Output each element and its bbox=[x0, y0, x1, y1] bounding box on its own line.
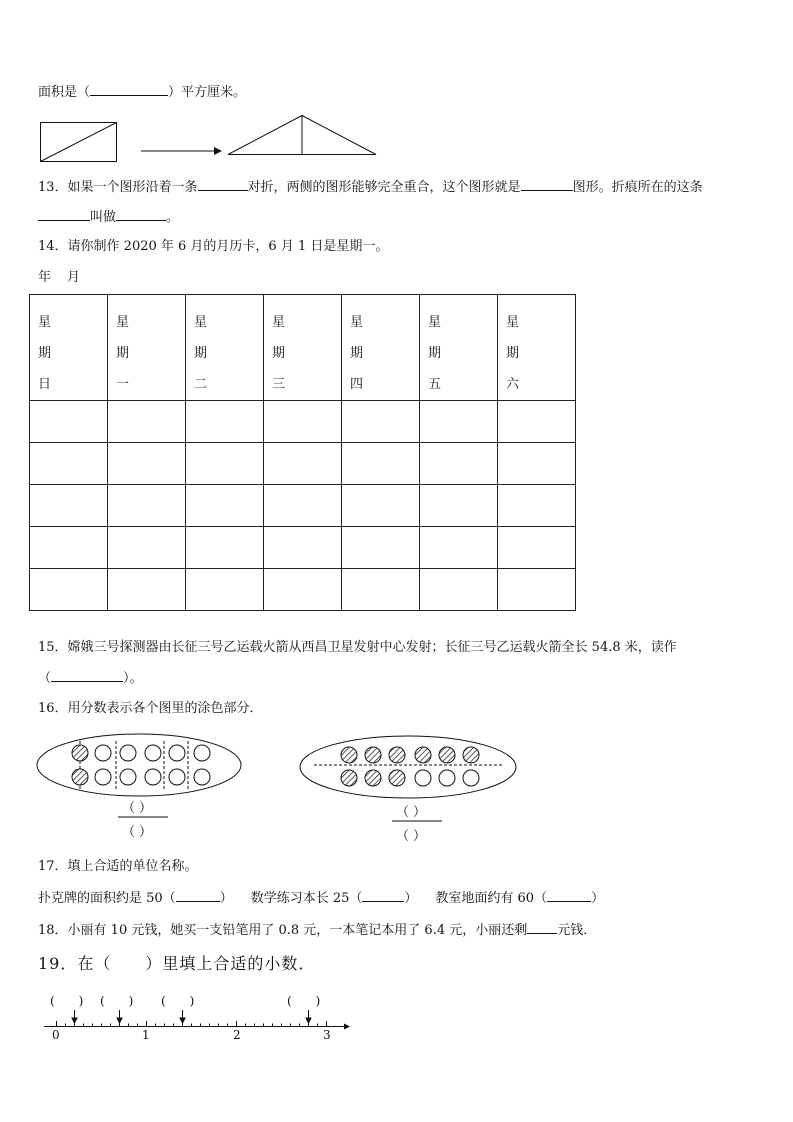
calendar-cell[interactable] bbox=[420, 401, 498, 443]
q13-line1 bbox=[38, 177, 703, 197]
calendar-cell[interactable] bbox=[186, 401, 264, 443]
empty-circle bbox=[120, 745, 136, 761]
paren-close: ） bbox=[404, 891, 418, 906]
q18-answer-blank[interactable] bbox=[527, 920, 557, 934]
calendar-cell[interactable] bbox=[30, 527, 108, 569]
paren-close: ） bbox=[139, 801, 153, 816]
calendar-cell[interactable] bbox=[420, 569, 498, 611]
empty-circle bbox=[194, 769, 210, 785]
header-char: 一 bbox=[116, 377, 130, 392]
paren-close: ） bbox=[413, 829, 427, 844]
paren-open: （ bbox=[396, 829, 410, 844]
tick-label-0: 0 bbox=[52, 1028, 60, 1042]
calendar-cell[interactable] bbox=[108, 527, 186, 569]
header-char: 五 bbox=[428, 377, 442, 392]
calendar-cell[interactable] bbox=[264, 569, 342, 611]
q13-blank2[interactable] bbox=[521, 177, 573, 191]
paren-close: ） bbox=[591, 891, 605, 906]
header-char: 二 bbox=[194, 377, 208, 392]
right-numerator[interactable] bbox=[396, 801, 426, 820]
q17-item2: 数学练习本长 25（ bbox=[250, 891, 363, 906]
q13-blank4[interactable] bbox=[116, 207, 166, 221]
header-char: 期 bbox=[38, 346, 52, 361]
q17-blank1[interactable] bbox=[176, 888, 220, 902]
q15-answer-blank[interactable] bbox=[51, 668, 123, 682]
q12-answer-blank[interactable] bbox=[90, 82, 168, 96]
calendar-cell[interactable] bbox=[108, 401, 186, 443]
q13-part3: 图形。折痕所在的这条 bbox=[572, 180, 703, 195]
calendar-cell[interactable] bbox=[420, 443, 498, 485]
paren-close: ） bbox=[413, 805, 427, 820]
q12-text-after: ）平方厘米。 bbox=[168, 85, 247, 100]
q19-paren-1[interactable]: ( ) bbox=[50, 994, 84, 1008]
shaded-circle bbox=[365, 747, 381, 763]
calendar-cell[interactable] bbox=[498, 485, 576, 527]
shaded-circle bbox=[415, 747, 431, 763]
calendar-cell[interactable] bbox=[498, 443, 576, 485]
q19-text: 19．在（ ）里填上合适的小数． bbox=[38, 954, 316, 973]
empty-circle bbox=[145, 745, 161, 761]
q19-paren-2[interactable]: ( ) bbox=[100, 994, 134, 1008]
down-arrow-icon bbox=[180, 1018, 185, 1023]
arrow-right-icon bbox=[214, 147, 222, 155]
right-ellipse bbox=[300, 736, 516, 798]
empty-circle bbox=[95, 745, 111, 761]
shaded-circle bbox=[72, 745, 88, 761]
header-char: 星 bbox=[506, 315, 520, 330]
down-arrow-icon bbox=[72, 1018, 77, 1023]
header-sunday bbox=[30, 295, 108, 401]
q18-line bbox=[38, 920, 596, 940]
q13-part2: 对折，两侧的图形能够完全重合，这个图形就是 bbox=[247, 180, 521, 195]
q16-text: 16．用分数表示各个图里的涂色部分． bbox=[38, 701, 263, 716]
header-char: 六 bbox=[506, 377, 520, 392]
q18-after: 元钱． bbox=[557, 923, 597, 938]
shaded-circle bbox=[72, 769, 88, 785]
shaded-circle bbox=[389, 770, 405, 786]
q19-paren-4[interactable]: ( ) bbox=[287, 994, 321, 1008]
calendar-week-row bbox=[30, 401, 576, 443]
header-char: 星 bbox=[194, 315, 208, 330]
header-char: 星 bbox=[38, 315, 52, 330]
q17-item3: 教室地面约有 60（ bbox=[435, 891, 548, 906]
calendar-cell[interactable] bbox=[30, 443, 108, 485]
empty-circle bbox=[120, 769, 136, 785]
q19-paren-3[interactable]: ( ) bbox=[161, 994, 195, 1008]
empty-circle bbox=[194, 745, 210, 761]
calendar-cell[interactable] bbox=[264, 485, 342, 527]
calendar-cell[interactable] bbox=[342, 443, 420, 485]
q13-blank3[interactable] bbox=[38, 207, 90, 221]
q17-item1: 扑克牌的面积约是 50（ bbox=[38, 891, 176, 906]
header-char: 星 bbox=[272, 315, 286, 330]
calendar-cell[interactable] bbox=[420, 485, 498, 527]
q13-blank1[interactable] bbox=[198, 177, 248, 191]
year-label: 年 bbox=[38, 270, 52, 285]
calendar-cell[interactable] bbox=[264, 401, 342, 443]
shaded-circle bbox=[365, 770, 381, 786]
header-char: 期 bbox=[428, 346, 442, 361]
calendar-week-row bbox=[30, 569, 576, 611]
left-denominator[interactable] bbox=[122, 821, 152, 840]
empty-circle bbox=[415, 770, 431, 786]
paren-close: ） bbox=[219, 891, 233, 906]
left-numerator[interactable] bbox=[122, 797, 152, 816]
q17-blank3[interactable] bbox=[547, 888, 591, 902]
calendar-cell[interactable] bbox=[342, 401, 420, 443]
shaded-circle bbox=[341, 747, 357, 763]
header-friday bbox=[420, 295, 498, 401]
empty-circle bbox=[463, 770, 479, 786]
q13-line2 bbox=[38, 207, 179, 227]
tick-label-2: 2 bbox=[233, 1028, 241, 1042]
q15-line1: 15．嫦娥三号探测器由长征三号乙运载火箭从西昌卫星发射中心发射；长征三号乙运载火箭全长 54.8 米，读作 bbox=[38, 640, 677, 655]
shaded-circle bbox=[341, 770, 357, 786]
empty-circle bbox=[169, 769, 185, 785]
header-char: 星 bbox=[428, 315, 442, 330]
down-arrow-icon bbox=[306, 1018, 311, 1023]
q15-line2 bbox=[38, 668, 143, 688]
calendar-cell[interactable] bbox=[30, 569, 108, 611]
month-label: 月 bbox=[67, 270, 81, 285]
shaded-circle bbox=[463, 747, 479, 763]
calendar-cell[interactable] bbox=[342, 569, 420, 611]
calendar-cell[interactable] bbox=[30, 485, 108, 527]
q17-text: 17．填上合适的单位名称。 bbox=[38, 859, 198, 874]
paren-open: （ bbox=[122, 801, 136, 816]
calendar-cell[interactable] bbox=[498, 569, 576, 611]
calendar-table bbox=[29, 294, 576, 611]
calendar-cell[interactable] bbox=[264, 443, 342, 485]
q12-figure bbox=[38, 114, 383, 166]
q14-year-month bbox=[38, 269, 80, 287]
calendar-header-row bbox=[30, 295, 576, 401]
calendar-cell[interactable] bbox=[498, 401, 576, 443]
calendar-cell[interactable] bbox=[108, 443, 186, 485]
calendar-cell[interactable] bbox=[30, 401, 108, 443]
right-denominator[interactable] bbox=[396, 825, 426, 844]
tick-label-1: 1 bbox=[142, 1028, 150, 1042]
down-arrow-icon bbox=[117, 1018, 122, 1023]
shaded-circle bbox=[439, 747, 455, 763]
q14-text: 14．请你制作 2020 年 6 月的月历卡，6 月 1 日是星期一。 bbox=[38, 239, 389, 254]
q15-close: ）。 bbox=[123, 671, 143, 686]
calendar-cell[interactable] bbox=[498, 527, 576, 569]
q17-items bbox=[38, 888, 604, 908]
header-wednesday bbox=[264, 295, 342, 401]
header-char: 三 bbox=[272, 377, 286, 392]
header-saturday bbox=[498, 295, 576, 401]
empty-circle bbox=[145, 769, 161, 785]
calendar-cell[interactable] bbox=[186, 569, 264, 611]
q13-part5: 。 bbox=[166, 210, 180, 225]
empty-circle bbox=[439, 770, 455, 786]
calendar-week-row bbox=[30, 527, 576, 569]
rectangle-diagonal bbox=[41, 123, 117, 162]
calendar-cell[interactable] bbox=[264, 527, 342, 569]
calendar-cell[interactable] bbox=[108, 485, 186, 527]
paren-open: （ bbox=[396, 805, 410, 820]
calendar-cell[interactable] bbox=[186, 485, 264, 527]
header-char: 日 bbox=[38, 377, 52, 392]
paren-close: ） bbox=[139, 825, 153, 840]
q15-open: （ bbox=[38, 671, 52, 686]
calendar-cell[interactable] bbox=[186, 443, 264, 485]
empty-circle bbox=[95, 769, 111, 785]
left-ellipse bbox=[37, 734, 241, 796]
header-char: 期 bbox=[350, 346, 364, 361]
header-char: 期 bbox=[194, 346, 208, 361]
shaded-circle bbox=[389, 747, 405, 763]
header-thursday bbox=[342, 295, 420, 401]
number-line bbox=[40, 1008, 360, 1038]
header-char: 星 bbox=[350, 315, 364, 330]
calendar-cell[interactable] bbox=[420, 527, 498, 569]
calendar-cell[interactable] bbox=[186, 527, 264, 569]
header-char: 期 bbox=[116, 346, 130, 361]
q13-part4: 叫做 bbox=[90, 210, 117, 225]
empty-circle bbox=[169, 745, 185, 761]
header-char: 期 bbox=[506, 346, 520, 361]
q18-text: 18．小丽有 10 元钱，她买一支铅笔用了 0.8 元，一本笔记本用了 6.4 元，小丽还剩 bbox=[38, 923, 528, 938]
calendar-cell[interactable] bbox=[342, 527, 420, 569]
header-char: 期 bbox=[272, 346, 286, 361]
number-line-arrow-icon bbox=[344, 1024, 350, 1030]
header-char: 星 bbox=[116, 315, 130, 330]
header-tuesday bbox=[186, 295, 264, 401]
header-char: 四 bbox=[350, 377, 364, 392]
calendar-week-row bbox=[30, 485, 576, 527]
header-monday bbox=[108, 295, 186, 401]
tick-label-3: 3 bbox=[323, 1028, 331, 1042]
q12-line bbox=[38, 82, 246, 102]
calendar-cell[interactable] bbox=[108, 569, 186, 611]
paren-open: （ bbox=[122, 825, 136, 840]
calendar-week-row bbox=[30, 443, 576, 485]
q13-part1: 13．如果一个图形沿着一条 bbox=[38, 180, 198, 195]
q12-text-before: 面积是（ bbox=[38, 85, 91, 100]
q17-blank2[interactable] bbox=[362, 888, 404, 902]
q16-figures bbox=[36, 732, 536, 842]
calendar-cell[interactable] bbox=[342, 485, 420, 527]
